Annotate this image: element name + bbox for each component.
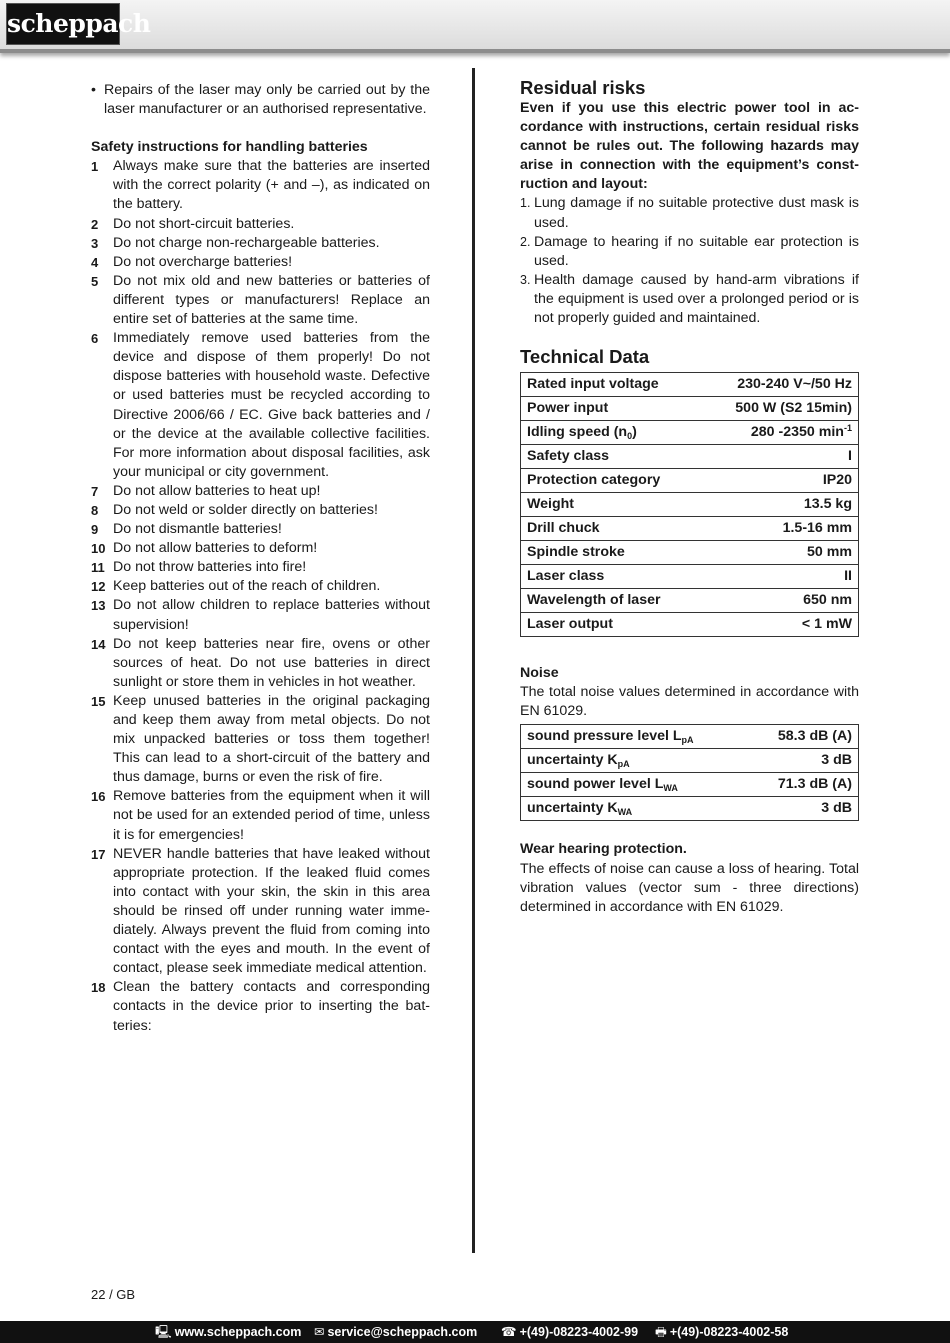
battery-instruction-item	[91, 978, 430, 1035]
spec-value	[700, 517, 859, 541]
residual-risk-item	[520, 194, 859, 232]
table-row	[521, 517, 859, 541]
battery-instructions-list	[91, 157, 430, 1035]
spec-value	[700, 565, 859, 589]
item-text: Do not keep batteries near fire, ovens or other sources of heat. Do not use batteries in direct sunlight or store them in vehicles in hot weather.	[113, 635, 430, 690]
battery-instruction-item	[91, 157, 430, 214]
battery-instruction-item	[91, 215, 430, 234]
value-text: II	[844, 568, 852, 585]
label-subscript: pA	[617, 759, 630, 770]
item-number: 15	[91, 693, 106, 709]
item-text: Lung damage if no suitable protective dust mask is used.	[534, 195, 859, 231]
battery-instruction-item	[91, 558, 430, 577]
spec-value	[700, 397, 859, 421]
item-text: Immediately remove used batteries from the device and dispose of them properly! Do not dispose batteries with household waste. Defective or used batteries must be recycled according to Directive 2006/66 / EC. Give back batteries and / or the device at the available collective facilities. For more information about disposal facilities, ask your municipal or city government.	[113, 330, 430, 480]
item-number: 11	[91, 560, 105, 576]
spec-label	[521, 749, 749, 773]
battery-heading: Safety instructions for handling batteries	[91, 139, 368, 156]
item-text: Do not throw batteries into fire!	[113, 559, 307, 576]
battery-instruction-item	[91, 253, 430, 272]
table-row	[521, 589, 859, 613]
footer-phone: ☎ +(49)-08223-4002-99	[501, 1325, 639, 1339]
label-text: sound power level L	[527, 776, 664, 793]
value-text: 280 -2350 min	[750, 424, 844, 441]
spec-label	[521, 725, 749, 749]
label-end: )	[632, 424, 637, 441]
spec-value	[748, 749, 858, 773]
table-row	[521, 445, 859, 469]
item-number: 12	[91, 579, 106, 595]
item-text: NEVER handle batteries that have leaked without appropriate protection. If the leaked fluid comes into contact with your skin, the skin in this area should be rinsed off under running water immediately. Always prevent the fluid from coming into contact with the eyes and mouth. In the event of contact, please seek immediate medical attention.	[113, 845, 430, 977]
label-text: sound pressure level L	[527, 728, 682, 745]
item-number: 10	[91, 541, 106, 557]
label-text: uncertainty K	[527, 752, 618, 769]
spec-label	[521, 565, 700, 589]
page-number: 22 / GB	[91, 1287, 136, 1302]
item-number: 2	[91, 216, 99, 232]
item-number: 6	[91, 331, 99, 347]
mail-icon: ✉	[314, 1325, 325, 1339]
label-text: Power input	[527, 400, 609, 417]
item-number: 17	[91, 846, 106, 862]
residual-risks-list	[520, 194, 859, 328]
table-row	[521, 469, 859, 493]
footer-website[interactable]: 🖳 www.scheppach.com	[155, 1325, 302, 1339]
item-text: Remove batteries from the equipment when it will not be used for an extended period of time, unless it is for emergencies!	[113, 788, 430, 843]
battery-instruction-item	[91, 577, 430, 596]
item-text: Damage to hearing if no suitable ear protection is used.	[534, 233, 859, 269]
item-number: 1	[91, 159, 99, 175]
label-subscript: pA	[681, 735, 694, 746]
label-subscript: WA	[663, 783, 678, 794]
battery-instruction-item	[91, 596, 430, 634]
label-text: Weight	[527, 496, 575, 513]
table-row	[521, 541, 859, 565]
table-row	[521, 797, 859, 821]
value-text: 3 dB	[821, 752, 852, 769]
bullet-icon: •	[91, 82, 96, 98]
value-text: 71.3 dB (A)	[777, 776, 852, 793]
item-number: 2.	[520, 234, 531, 249]
item-number: 4	[91, 254, 99, 270]
label-text: Rated input voltage	[527, 376, 659, 393]
item-text: Do not dismantle batteries!	[113, 521, 282, 538]
item-number: 18	[91, 980, 106, 996]
wear-protection-heading: Wear hearing protection.	[520, 841, 687, 858]
item-number: 8	[91, 502, 99, 518]
item-number: 5	[91, 273, 99, 289]
battery-instruction-item	[91, 501, 430, 520]
residual-risk-item	[520, 271, 859, 328]
value-text: IP20	[822, 472, 852, 489]
table-row	[521, 749, 859, 773]
spec-value	[748, 773, 858, 797]
value-text: 500 W (S2 15min)	[735, 400, 852, 417]
spec-label	[521, 541, 700, 565]
value-text: 230-240 V~/50 Hz	[737, 376, 852, 393]
item-text: Keep unused batteries in the original packaging and keep them away from metal objects. Do not mix unpacked batteries or toss them together! This can lead to a short-circuit of the battery and thus damage, burns or even the risk of fire.	[113, 692, 430, 786]
laser-repair-note: • Repairs of the laser may only be carried out by the laser manufacturer or an authorised representative.	[91, 82, 430, 118]
item-text: Do not allow children to replace batteries without supervision!	[113, 597, 430, 633]
spec-label	[521, 517, 700, 541]
spec-label	[521, 373, 700, 397]
item-text: Health damage caused by hand-arm vibrations if the equipment is used over a prolonged period or is not properly guided and maintained.	[534, 271, 859, 327]
spec-value	[700, 421, 859, 445]
spec-label	[521, 589, 700, 613]
value-text: < 1 mW	[801, 616, 852, 633]
item-text: Always make sure that the batteries are inserted with the correct polarity (+ and –), as indicated on the battery.	[113, 158, 430, 213]
technical-data-table	[520, 372, 859, 637]
item-number: 3.	[520, 272, 531, 287]
noise-table	[520, 724, 859, 821]
item-number: 3	[91, 235, 99, 251]
item-text: Keep batteries out of the reach of children.	[113, 578, 381, 595]
spec-label	[521, 445, 700, 469]
item-text: Do not overcharge batteries!	[113, 253, 293, 270]
technical-data-title: Technical Data	[520, 346, 650, 368]
right-column	[520, 77, 859, 917]
spec-value	[700, 613, 859, 637]
battery-instruction-item	[91, 329, 430, 482]
label-text: Protection category	[527, 472, 661, 489]
battery-instruction-item	[91, 272, 430, 329]
battery-instruction-item	[91, 234, 430, 253]
spec-label	[521, 613, 700, 637]
table-row	[521, 565, 859, 589]
table-row	[521, 493, 859, 517]
label-subscript: 0	[627, 431, 633, 442]
label-text: Wavelength of laser	[527, 592, 661, 609]
noise-heading: Noise	[520, 665, 559, 682]
fax-icon: 🖶	[655, 1325, 667, 1339]
battery-instruction-item	[91, 539, 430, 558]
value-text: 50 mm	[807, 544, 852, 561]
item-text: Do not allow batteries to deform!	[113, 540, 318, 557]
spec-label	[521, 797, 749, 821]
footer-fax: 🖶 +(49)-08223-4002-58	[655, 1325, 789, 1339]
label-text: Safety class	[527, 448, 610, 465]
residual-risks-title: Residual risks	[520, 77, 646, 98]
spec-value	[700, 373, 859, 397]
item-number: 1.	[520, 196, 531, 211]
spec-value	[700, 541, 859, 565]
spec-label	[521, 773, 749, 797]
table-row	[521, 773, 859, 797]
spec-value	[700, 445, 859, 469]
spec-label	[521, 493, 700, 517]
value-text: 13.5 kg	[803, 496, 852, 513]
table-row	[521, 421, 859, 445]
label-text: uncertainty K	[527, 800, 618, 817]
battery-instruction-item	[91, 845, 430, 979]
spec-value	[700, 493, 859, 517]
label-text: Laser output	[527, 616, 613, 633]
spec-label	[521, 421, 700, 445]
value-superscript: -1	[843, 423, 852, 434]
footer-email[interactable]: ✉ service@scheppach.com	[314, 1325, 478, 1339]
battery-instruction-item	[91, 692, 430, 787]
label-text: Spindle stroke	[527, 544, 625, 561]
item-number: 13	[91, 598, 106, 614]
value-text: 650 nm	[803, 592, 852, 609]
battery-instruction-item	[91, 787, 430, 844]
label-text: Idling speed (n	[527, 424, 628, 441]
value-text: 58.3 dB (A)	[777, 728, 852, 745]
spec-value	[700, 469, 859, 493]
label-subscript: WA	[617, 807, 633, 818]
battery-instruction-item	[91, 482, 430, 501]
battery-instruction-item	[91, 520, 430, 539]
label-text: Drill chuck	[527, 520, 600, 537]
value-text: 1.5-16 mm	[782, 520, 852, 537]
spec-label	[521, 469, 700, 493]
table-row	[521, 397, 859, 421]
table-row	[521, 613, 859, 637]
spec-value	[748, 725, 858, 749]
item-text: Do not allow batteries to heat up!	[113, 482, 321, 499]
item-text: Do not short-circuit batteries.	[113, 215, 295, 232]
spec-label	[521, 397, 700, 421]
item-text: Do not weld or solder directly on batteries!	[113, 501, 378, 518]
item-text: Clean the battery contacts and corresponding contacts in the device prior to inserting the batteries:	[113, 979, 430, 1034]
item-number: 9	[91, 522, 99, 538]
wear-protection-text: The effects of noise can cause a loss of hearing. Total vibration values (vector sum - three directions) determined in accordance with EN 61029.	[520, 860, 859, 915]
left-column	[91, 81, 430, 1036]
computer-icon: 🖳	[155, 1325, 172, 1339]
scheppach-logo: scheppach	[6, 3, 120, 45]
table-row	[521, 373, 859, 397]
item-number: 14	[91, 636, 106, 652]
table-row	[521, 725, 859, 749]
page-footer	[0, 1321, 950, 1343]
item-text: Do not mix old and new batteries or batteries of different types or manufacturers! Replace an entire set of batteries at the same time.	[113, 272, 430, 328]
residual-risks-intro: Even if you use this electric power tool in accordance with instructions, certain residual risks cannot be rules out. The following hazards may arise in connection with the equipment’s construction and layout:	[520, 100, 859, 193]
battery-instruction-item	[91, 635, 430, 692]
residual-risk-item	[520, 233, 859, 271]
value-text: 3 dB	[821, 800, 852, 817]
value-text: I	[848, 448, 852, 465]
spec-value	[700, 589, 859, 613]
spec-value	[748, 797, 858, 821]
phone-icon: ☎	[501, 1325, 517, 1339]
item-number: 16	[91, 789, 106, 805]
label-text: Laser class	[527, 568, 605, 585]
column-divider	[472, 68, 475, 1253]
item-text: Do not charge non-rechargeable batteries.	[113, 234, 380, 251]
noise-text: The total noise values determined in accordance with EN 61029.	[520, 684, 859, 720]
item-number: 7	[91, 483, 99, 499]
page-header	[0, 0, 950, 53]
